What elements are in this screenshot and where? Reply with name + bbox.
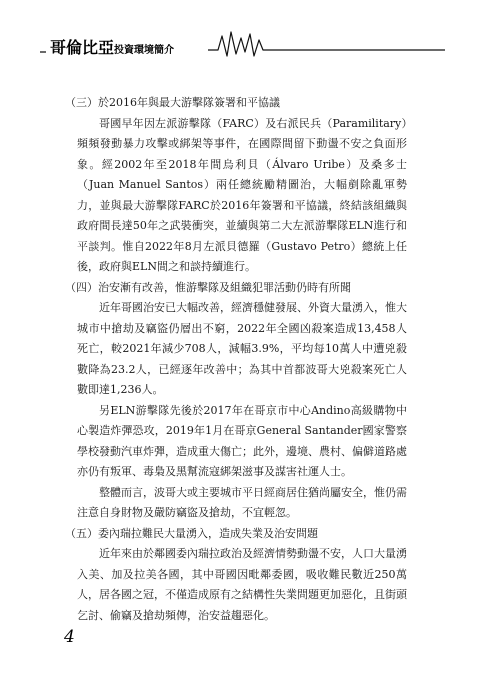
section-4 <box>65 278 407 524</box>
page-number: 4 <box>64 627 75 647</box>
header-title-sub: 投資環境簡介 <box>114 45 175 56</box>
section-5 <box>65 524 407 627</box>
section-heading: （四）治安漸有改善，惟游擊隊及組織犯罪活動仍時有所聞 <box>65 280 351 294</box>
header-title <box>50 35 174 58</box>
section-3 <box>65 93 407 278</box>
document-body <box>65 93 407 626</box>
paragraph: 近年哥國治安已大幅改善，經濟穩健發展、外資大量湧入，惟大城市中搶劫及竊盜仍層出不窮，2022年全國凶殺案造成13,458人死亡，較2021年減少708人，減幅3.9%，平均每10萬人中遭兇殺數降為23.2人，已經逐年改善中；為其中首都波哥大兇殺案死亡人數即達1,236人。 <box>77 301 407 396</box>
page-header <box>38 26 448 60</box>
paragraph: 另ELN游擊隊先後於2017年在哥京市中心Andino高級購物中心製造炸彈恐攻，2019年1月在哥京General Santander國家警察學校發動汽車炸彈，造成重大傷亡；此外，邊境、農村、偏僻道路處亦仍有叛軍、毒梟及黑幫流寇綁架滋事及謀害社運人士。 <box>77 403 407 478</box>
paragraph: 近年來由於鄰國委內瑞拉政治及經濟情勢動盪不安，人口大量湧入美、加及拉美各國，其中哥國因毗鄰委國，吸收難民數近250萬人，居各國之冠，不僅造成原有之結構性失業問題更加惡化，且街頭乞討、偷竊及搶劫頻傳，治安益趨惡化。 <box>77 547 407 622</box>
section-heading: （五）委內瑞拉難民大量湧入，造成失業及治安問題 <box>65 526 318 540</box>
header-title-main: 哥倫比亞 <box>50 38 115 57</box>
paragraph: 哥國早年因左派游擊隊（FARC）及右派民兵（Paramilitary）頻頻發動暴力攻擊或綁架等事件，在國際間留下動盪不安之負面形象。經2002年至2018年間烏利貝（Álvaro Uribe）及桑多士（Juan Manuel Santos）兩任總統勵精圖治，大幅剷除亂軍勢力，並與最大游擊隊FARC於2016年簽署和平協議，終結該組織與政府間長達50年之武裝衝突，並續與第二大左派游擊隊ELN進行和平談判。惟自2022年8月左派貝德羅（Gustavo Petro）總統上任後，政府與ELN間之和談持續進行。 <box>77 116 407 273</box>
section-heading: （三）於2016年與最大游擊隊簽署和平協議 <box>65 96 280 109</box>
paragraph: 整體而言，波哥大或主要城市平日經商居住猶尚屬安全，惟仍需注意自身財物及嚴防竊盜及搶劫，不宜輕忽。 <box>77 485 407 519</box>
